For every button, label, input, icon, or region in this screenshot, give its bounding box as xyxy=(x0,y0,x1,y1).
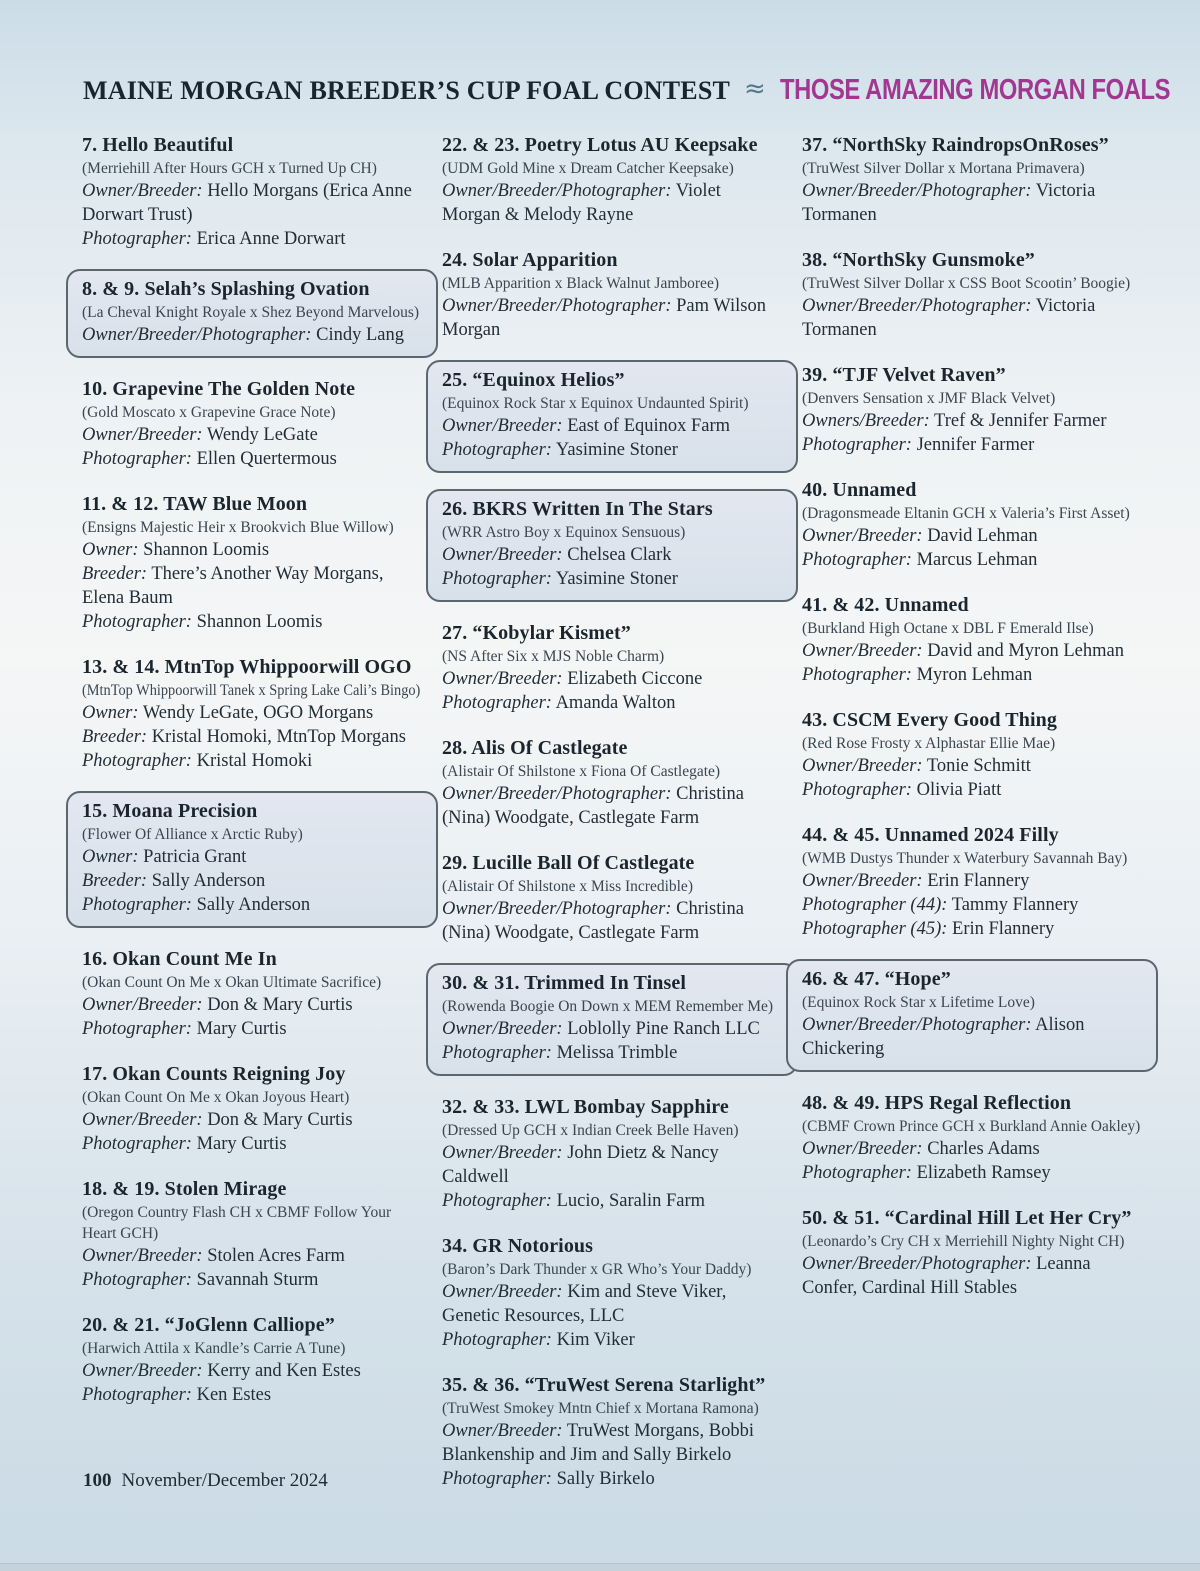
credit-value: Amanda Walton xyxy=(551,693,676,713)
entry-credit-line xyxy=(442,414,782,438)
entry xyxy=(802,134,1140,227)
credit-value: Kristal Homoki xyxy=(191,751,313,771)
entry-credit-line xyxy=(442,1328,780,1352)
entry-credit-line xyxy=(442,294,780,342)
entry-credit-line xyxy=(802,1137,1140,1161)
entry-parents: (TruWest Smokey Mntn Chief x Mortana Ramona) xyxy=(442,1400,759,1417)
credit-value: David and Myron Lehman xyxy=(922,641,1124,661)
credit-label: Photographer: xyxy=(802,665,912,685)
entry xyxy=(802,594,1140,687)
credit-label: Photographer (45): xyxy=(802,919,948,939)
entry xyxy=(442,134,780,227)
entry-credit-line xyxy=(442,667,780,691)
entry-title: 18. & 19. Stolen Mirage xyxy=(82,1178,287,1200)
credit-value: Ken Estes xyxy=(191,1385,272,1405)
credit-value: Lucio, Saralin Farm xyxy=(551,1191,706,1211)
credit-value: TruWest Morgans, Bobbi Blankenship and Jim and Sally Birkelo xyxy=(442,1421,754,1465)
entry-credit-line xyxy=(82,1017,420,1041)
entry-credit-line xyxy=(442,543,782,567)
credit-value: Melissa Trimble xyxy=(551,1043,678,1063)
credit-value: Wendy LeGate, OGO Morgans xyxy=(138,703,374,723)
credit-value: Christina (Nina) Woodgate, Castlegate Farm xyxy=(442,784,744,828)
credit-label: Owner/Breeder: xyxy=(442,1143,563,1163)
issue-label: November/December 2024 xyxy=(121,1470,328,1491)
credit-label: Owner/Breeder: xyxy=(442,1282,563,1302)
entry-parents: (Flower Of Alliance x Arctic Ruby) xyxy=(82,826,303,843)
entry-credit-line xyxy=(82,749,420,773)
entry-parents: (Burkland High Octane x DBL F Emerald Ilse) xyxy=(802,620,1094,637)
entry-boxed xyxy=(426,963,798,1076)
column-3 xyxy=(802,134,1140,1322)
credit-label: Owner/Breeder: xyxy=(442,669,563,689)
credit-label: Owner/Breeder/Photographer: xyxy=(802,296,1032,316)
credit-label: Breeder: xyxy=(82,727,148,747)
entry-parents: (Denvers Sensation x JMF Black Velvet) xyxy=(802,390,1056,407)
entry-credit-line xyxy=(802,869,1140,893)
credit-value: Kim Viker xyxy=(551,1330,635,1350)
credit-value: Don & Mary Curtis xyxy=(202,1110,353,1130)
entry-parents: (TruWest Silver Dollar x Mortana Primavera) xyxy=(802,160,1085,177)
credit-label: Owner/Breeder/Photographer: xyxy=(442,784,672,804)
credit-value: Shannon Loomis xyxy=(138,540,270,560)
column-2 xyxy=(442,134,780,1513)
entry-parents: (WMB Dustys Thunder x Waterbury Savannah Bay) xyxy=(802,850,1128,867)
entry-title: 34. GR Notorious xyxy=(442,1235,594,1257)
credit-label: Photographer: xyxy=(802,435,912,455)
credit-label: Owner: xyxy=(82,540,139,560)
entry-parents: (Rowenda Boogie On Down x MEM Remember Me) xyxy=(442,998,774,1015)
entry-parents: (Leonardo’s Cry CH x Merriehill Nighty Night CH) xyxy=(802,1233,1125,1250)
credit-label: Owner/Breeder/Photographer: xyxy=(442,899,672,919)
entry xyxy=(442,737,780,830)
entry-title: 32. & 33. LWL Bombay Sapphire xyxy=(442,1096,729,1118)
credit-label: Photographer: xyxy=(802,550,912,570)
page-header xyxy=(83,74,1170,107)
credit-label: Owner: xyxy=(82,847,139,867)
credit-label: Owner/Breeder/Photographer: xyxy=(802,1254,1032,1274)
entry-credit-line xyxy=(802,639,1140,663)
credit-value: Cindy Lang xyxy=(311,325,404,345)
credit-value: David Lehman xyxy=(922,526,1038,546)
entry-parents: (Merriehill After Hours GCH x Turned Up CH) xyxy=(82,160,377,177)
credit-value: Alison Chickering xyxy=(802,1015,1085,1059)
entry xyxy=(442,622,780,715)
entry-credit-line xyxy=(442,897,780,945)
entry-parents: (MtnTop Whippoorwill Tanek x Spring Lake Cali’s Bingo) xyxy=(82,682,421,699)
wave-separator-icon: ≈ xyxy=(744,74,766,104)
entry-credit-line xyxy=(802,433,1140,457)
entry-title: 48. & 49. HPS Regal Reflection xyxy=(802,1092,1072,1114)
entry-credit-line xyxy=(82,562,420,610)
credit-value: Stolen Acres Farm xyxy=(202,1246,345,1266)
credit-value: Violet Morgan & Melody Rayne xyxy=(442,181,721,225)
credit-value: Wendy LeGate xyxy=(202,425,318,445)
credit-value: Marcus Lehman xyxy=(911,550,1038,570)
credit-value: Pam Wilson Morgan xyxy=(442,296,767,340)
credit-label: Owner/Breeder: xyxy=(802,756,923,776)
entry-credit-line xyxy=(82,1268,420,1292)
entry-parents: (Okan Count On Me x Okan Ultimate Sacrifice) xyxy=(82,974,382,991)
credit-value: Kerry and Ken Estes xyxy=(202,1361,361,1381)
entry-credit-line xyxy=(82,893,422,917)
credit-label: Owner/Breeder: xyxy=(82,1361,203,1381)
entry xyxy=(82,134,420,251)
credit-label: Owner/Breeder: xyxy=(802,1139,923,1159)
entry-title: 16. Okan Count Me In xyxy=(82,948,277,970)
credit-label: Owner/Breeder/Photographer: xyxy=(442,296,672,316)
entry-parents: (Alistair Of Shilstone x Fiona Of Castlegate) xyxy=(442,763,721,780)
entry-credit-line xyxy=(442,1280,780,1328)
entry-credit-line xyxy=(442,691,780,715)
entry xyxy=(802,1207,1140,1300)
entry-credit-line xyxy=(442,1419,780,1467)
credit-label: Photographer: xyxy=(82,612,192,632)
entry xyxy=(82,1178,420,1292)
entry-title: 20. & 21. “JoGlenn Calliope” xyxy=(82,1314,335,1336)
entry-parents: (UDM Gold Mine x Dream Catcher Keepsake) xyxy=(442,160,734,177)
credit-label: Owner/Breeder: xyxy=(442,1019,563,1039)
entry-credit-line xyxy=(82,993,420,1017)
entry-title: 15. Moana Precision xyxy=(82,800,258,822)
credit-label: Breeder: xyxy=(82,871,148,891)
entry-parents: (CBMF Crown Prince GCH x Burkland Annie Oakley) xyxy=(802,1118,1141,1135)
credit-label: Photographer: xyxy=(82,1134,192,1154)
entry-boxed xyxy=(66,269,438,358)
entry-credit-line xyxy=(802,663,1140,687)
entry-boxed xyxy=(426,489,798,602)
entry-credit-line xyxy=(82,725,420,749)
credit-label: Photographer: xyxy=(442,440,552,460)
credit-label: Owner/Breeder: xyxy=(82,181,203,201)
entry-credit-line xyxy=(442,1189,780,1213)
credit-value: Loblolly Pine Ranch LLC xyxy=(562,1019,760,1039)
credit-label: Photographer: xyxy=(802,780,912,800)
page-title-accent: THOSE AMAZING MORGAN FOALS xyxy=(779,74,1170,106)
entry-title: 29. Lucille Ball Of Castlegate xyxy=(442,852,695,874)
entry-credit-line xyxy=(82,610,420,634)
credit-value: Sally Birkelo xyxy=(551,1469,655,1489)
credit-value: Hello Morgans (Erica Anne Dorwart Trust) xyxy=(82,181,412,225)
credit-value: Erin Flannery xyxy=(922,871,1030,891)
entry-credit-line xyxy=(802,179,1140,227)
credit-label: Breeder: xyxy=(82,564,148,584)
entry-credit-line xyxy=(442,1041,782,1065)
entry-credit-line xyxy=(82,869,422,893)
credit-value: Sally Anderson xyxy=(147,871,266,891)
credit-value: Tref & Jennifer Farmer xyxy=(929,411,1107,431)
entry-title: 30. & 31. Trimmed In Tinsel xyxy=(442,972,687,994)
entry-title: 40. Unnamed xyxy=(802,479,917,501)
entry-credit-line xyxy=(442,438,782,462)
entry-title: 44. & 45. Unnamed 2024 Filly xyxy=(802,824,1059,846)
credit-value: There’s Another Way Morgans, Elena Baum xyxy=(82,564,384,608)
entry-credit-line xyxy=(802,893,1140,917)
credit-value: Yasimine Stoner xyxy=(551,440,678,460)
credit-value: Tammy Flannery xyxy=(947,895,1079,915)
entry xyxy=(82,1063,420,1156)
entry-credit-line xyxy=(802,524,1140,548)
entry-credit-line xyxy=(802,548,1140,572)
entry-credit-line xyxy=(82,1244,420,1268)
credit-label: Photographer: xyxy=(802,1163,912,1183)
entry-credit-line xyxy=(802,294,1140,342)
entry-credit-line xyxy=(82,227,420,251)
entry-parents: (Gold Moscato x Grapevine Grace Note) xyxy=(82,404,336,421)
entry xyxy=(802,709,1140,802)
credit-label: Owners/Breeder: xyxy=(802,411,930,431)
entry-parents: (Harwich Attila x Kandle’s Carrie A Tune) xyxy=(82,1340,346,1357)
page-edge-strip xyxy=(0,1563,1200,1571)
credit-label: Photographer: xyxy=(82,751,192,771)
entry-credit-line xyxy=(82,538,420,562)
credit-value: Chelsea Clark xyxy=(562,545,672,565)
entry-credit-line xyxy=(82,1359,420,1383)
entry-title: 38. “NorthSky Gunsmoke” xyxy=(802,249,1035,271)
entry-parents: (La Cheval Knight Royale x Shez Beyond Marvelous) xyxy=(82,304,420,321)
entry-boxed xyxy=(66,791,438,928)
entry-credit-line xyxy=(802,1013,1142,1061)
entry-credit-line xyxy=(442,1467,780,1491)
entry-title: 37. “NorthSky RaindropsOnRoses” xyxy=(802,134,1109,156)
credit-value: Savannah Sturm xyxy=(191,1270,319,1290)
credit-label: Photographer: xyxy=(82,1385,192,1405)
credit-value: Mary Curtis xyxy=(191,1019,287,1039)
credit-value: Christina (Nina) Woodgate, Castlegate Farm xyxy=(442,899,744,943)
credit-label: Owner/Breeder: xyxy=(82,995,203,1015)
credit-value: John Dietz & Nancy Caldwell xyxy=(442,1143,719,1187)
credit-label: Owner/Breeder/Photographer: xyxy=(82,325,312,345)
credit-label: Photographer: xyxy=(442,1191,552,1211)
entry-title: 39. “TJF Velvet Raven” xyxy=(802,364,1006,386)
entry xyxy=(442,1096,780,1213)
entry-title: 26. BKRS Written In The Stars xyxy=(442,498,713,520)
credit-label: Photographer: xyxy=(82,895,192,915)
entry-credit-line xyxy=(442,567,782,591)
entry-title: 13. & 14. MtnTop Whippoorwill OGO xyxy=(82,656,412,678)
credit-label: Owner/Breeder: xyxy=(442,545,563,565)
credit-value: Kim and Steve Viker, Genetic Resources, LLC xyxy=(442,1282,727,1326)
entry-title: 7. Hello Beautiful xyxy=(82,134,234,156)
entry-boxed xyxy=(786,959,1158,1072)
credit-label: Photographer: xyxy=(82,1270,192,1290)
credit-value: Sally Anderson xyxy=(191,895,311,915)
entry-boxed xyxy=(426,360,798,473)
entry-parents: (Equinox Rock Star x Equinox Undaunted Spirit) xyxy=(442,395,749,412)
entry xyxy=(82,948,420,1041)
entry xyxy=(442,249,780,342)
credit-value: Ellen Quertermous xyxy=(191,449,337,469)
entry-parents: (Red Rose Frosty x Alphastar Ellie Mae) xyxy=(802,735,1056,752)
entry-credit-line xyxy=(802,1252,1140,1300)
credit-value: Kristal Homoki, MtnTop Morgans xyxy=(147,727,406,747)
entry-parents: (Oregon Country Flash CH x CBMF Follow Your Heart GCH) xyxy=(82,1204,392,1242)
credit-value: Tonie Schmitt xyxy=(922,756,1031,776)
entry-credit-line xyxy=(442,179,780,227)
entry-parents: (Baron’s Dark Thunder x GR Who’s Your Daddy) xyxy=(442,1261,752,1278)
credit-value: Shannon Loomis xyxy=(191,612,323,632)
credit-label: Owner/Breeder: xyxy=(802,641,923,661)
entry-credit-line xyxy=(82,179,420,227)
entry xyxy=(802,479,1140,572)
entry-title: 17. Okan Counts Reigning Joy xyxy=(82,1063,346,1085)
credit-label: Photographer: xyxy=(442,1469,552,1489)
entry xyxy=(82,656,420,773)
entry-title: 35. & 36. “TruWest Serena Starlight” xyxy=(442,1374,766,1396)
entry-parents: (Alistair Of Shilstone x Miss Incredible) xyxy=(442,878,693,895)
credit-label: Owner/Breeder: xyxy=(442,1421,563,1441)
entry-title: 10. Grapevine The Golden Note xyxy=(82,378,356,400)
page-title: MAINE MORGAN BREEDER’S CUP FOAL CONTEST xyxy=(83,76,731,105)
entry-parents: (NS After Six x MJS Noble Charm) xyxy=(442,648,665,665)
entry xyxy=(802,364,1140,457)
entry-parents: (Okan Count On Me x Okan Joyous Heart) xyxy=(82,1089,350,1106)
credit-value: Patricia Grant xyxy=(138,847,247,867)
entry-parents: (Equinox Rock Star x Lifetime Love) xyxy=(802,994,1035,1011)
entry-parents: (Dragonsmeade Eltanin GCH x Valeria’s First Asset) xyxy=(802,505,1130,522)
credit-value: Victoria Tormanen xyxy=(802,296,1096,340)
entry xyxy=(802,824,1140,941)
entry-credit-line xyxy=(82,447,420,471)
entry-title: 27. “Kobylar Kismet” xyxy=(442,622,631,644)
credit-label: Photographer: xyxy=(442,693,552,713)
entry-credit-line xyxy=(802,1161,1140,1185)
entry-title: 22. & 23. Poetry Lotus AU Keepsake xyxy=(442,134,758,156)
entry-parents: (Ensigns Majestic Heir x Brookvich Blue Willow) xyxy=(82,519,394,536)
credit-label: Photographer: xyxy=(442,1330,552,1350)
entry-title: 11. & 12. TAW Blue Moon xyxy=(82,493,308,515)
entry-title: 28. Alis Of Castlegate xyxy=(442,737,628,759)
credit-value: Erica Anne Dorwart xyxy=(191,229,346,249)
credit-value: Elizabeth Ciccone xyxy=(562,669,703,689)
credit-value: Myron Lehman xyxy=(911,665,1033,685)
entry-credit-line xyxy=(802,409,1140,433)
entry-title: 50. & 51. “Cardinal Hill Let Her Cry” xyxy=(802,1207,1132,1229)
credit-label: Owner/Breeder/Photographer: xyxy=(802,181,1032,201)
entry-title: 46. & 47. “Hope” xyxy=(802,968,951,990)
credit-label: Owner/Breeder/Photographer: xyxy=(802,1015,1032,1035)
entry xyxy=(82,1314,420,1407)
entry xyxy=(802,1092,1140,1185)
credit-label: Photographer: xyxy=(82,449,192,469)
entry-title: 8. & 9. Selah’s Splashing Ovation xyxy=(82,278,370,300)
credit-label: Photographer (44): xyxy=(802,895,948,915)
credit-label: Photographer: xyxy=(442,1043,552,1063)
credit-value: Victoria Tormanen xyxy=(802,181,1096,225)
entry-credit-line xyxy=(442,1141,780,1189)
entry xyxy=(442,1374,780,1491)
credit-value: East of Equinox Farm xyxy=(562,416,731,436)
credit-value: Olivia Piatt xyxy=(911,780,1002,800)
entry-title: 41. & 42. Unnamed xyxy=(802,594,969,616)
credit-label: Owner/Breeder: xyxy=(82,1110,203,1130)
credit-value: Elizabeth Ramsey xyxy=(911,1163,1051,1183)
entry xyxy=(442,852,780,945)
credit-label: Owner/Breeder: xyxy=(442,416,563,436)
entry-credit-line xyxy=(82,845,422,869)
entry-credit-line xyxy=(82,423,420,447)
credit-label: Owner/Breeder/Photographer: xyxy=(442,181,672,201)
entry-credit-line xyxy=(82,1108,420,1132)
column-1 xyxy=(82,134,420,1429)
credit-label: Photographer: xyxy=(442,569,552,589)
entry-parents: (TruWest Silver Dollar x CSS Boot Scootin’ Boogie) xyxy=(802,275,1131,292)
credit-value: Mary Curtis xyxy=(191,1134,287,1154)
credit-value: Leanna Confer, Cardinal Hill Stables xyxy=(802,1254,1091,1298)
entry xyxy=(82,493,420,634)
entry-title: 43. CSCM Every Good Thing xyxy=(802,709,1057,731)
credit-value: Yasimine Stoner xyxy=(551,569,678,589)
entry-title: 24. Solar Apparition xyxy=(442,249,618,271)
credit-label: Owner/Breeder: xyxy=(82,1246,203,1266)
credit-value: Erin Flannery xyxy=(947,919,1055,939)
credit-label: Owner/Breeder: xyxy=(802,526,923,546)
credit-value: Charles Adams xyxy=(922,1139,1040,1159)
entry-parents: (MLB Apparition x Black Walnut Jamboree) xyxy=(442,275,719,292)
entry-title: 25. “Equinox Helios” xyxy=(442,369,625,391)
page-footer xyxy=(83,1470,328,1492)
credit-label: Owner/Breeder: xyxy=(82,425,203,445)
credit-value: Jennifer Farmer xyxy=(911,435,1035,455)
entry-parents: (WRR Astro Boy x Equinox Sensuous) xyxy=(442,524,686,541)
credit-label: Photographer: xyxy=(82,1019,192,1039)
entry xyxy=(82,378,420,471)
credit-label: Owner: xyxy=(82,703,139,723)
entry-credit-line xyxy=(82,701,420,725)
entry xyxy=(802,249,1140,342)
page-number: 100 xyxy=(83,1470,112,1491)
entry-credit-line xyxy=(442,1017,782,1041)
entry-credit-line xyxy=(442,782,780,830)
entry-credit-line xyxy=(802,778,1140,802)
entry-credit-line xyxy=(802,917,1140,941)
credit-label: Photographer: xyxy=(82,229,192,249)
entry-parents: (Dressed Up GCH x Indian Creek Belle Haven) xyxy=(442,1122,739,1139)
credit-label: Owner/Breeder: xyxy=(802,871,923,891)
entry-credit-line xyxy=(802,754,1140,778)
entry xyxy=(442,1235,780,1352)
entry-credit-line xyxy=(82,1383,420,1407)
credit-value: Don & Mary Curtis xyxy=(202,995,353,1015)
entry-credit-line xyxy=(82,323,422,347)
entry-credit-line xyxy=(82,1132,420,1156)
